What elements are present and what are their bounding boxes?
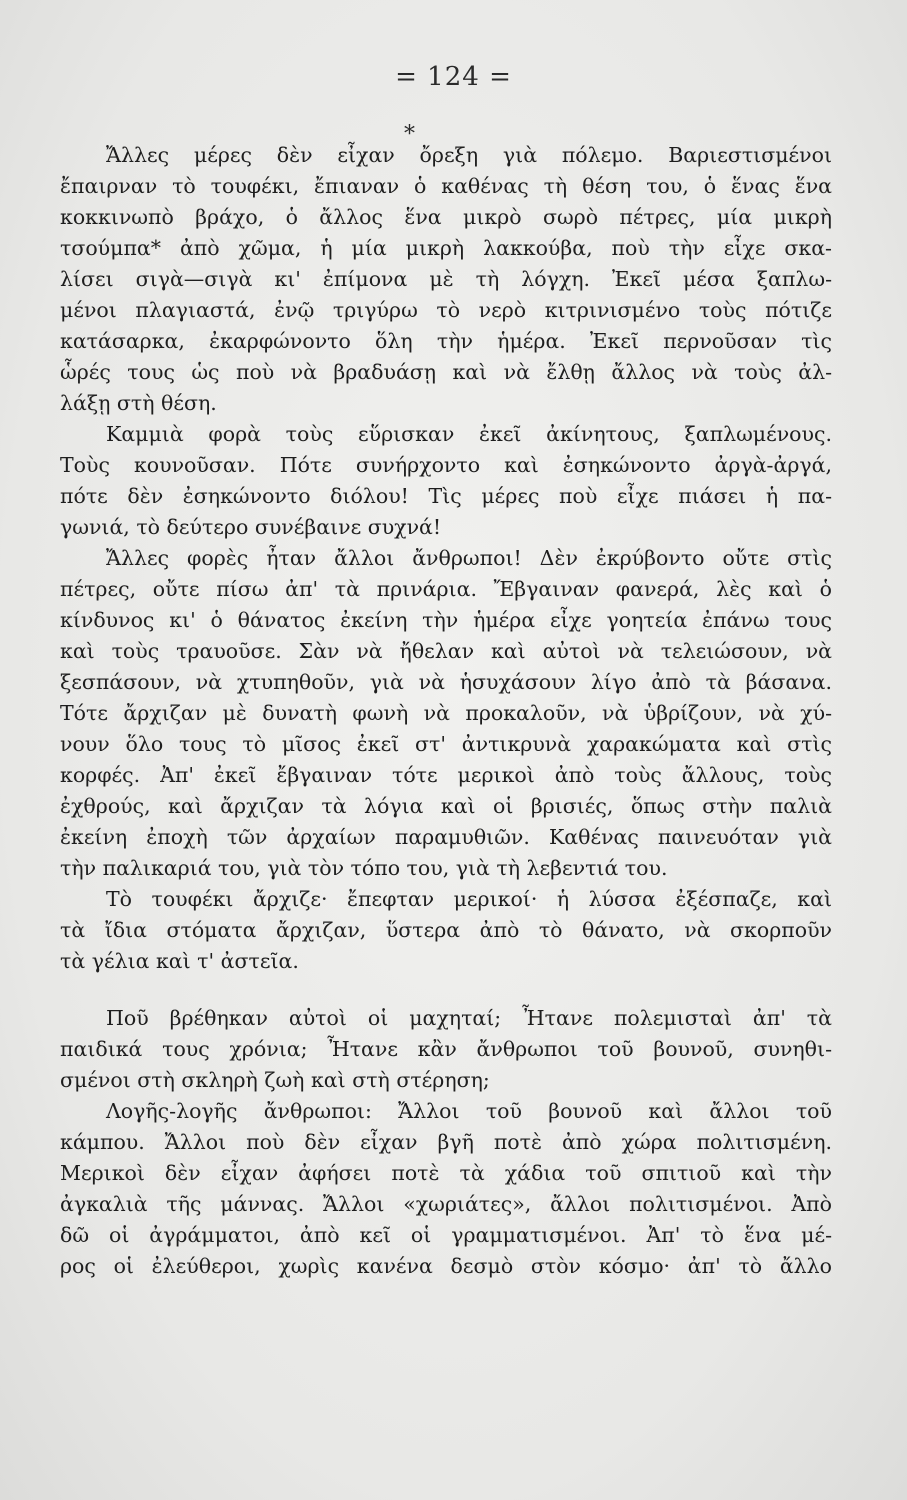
text-line: δῶ οἱ ἀγράμματοι, ἀπὸ κεῖ οἱ γραμματισμένοι. Ἀπ' τὸ ἕνα μέ- bbox=[60, 1223, 832, 1247]
text-line: Μερικοὶ δὲν εἶχαν ἀφήσει ποτὲ τὰ χάδια τοῦ σπιτιοῦ καὶ τὴν bbox=[60, 1161, 832, 1185]
text-line: κορφές. Ἀπ' ἐκεῖ ἔβγαιναν τότε μερικοὶ ἀπὸ τοὺς ἄλλους, τοὺς bbox=[60, 763, 832, 787]
text-line: Τοὺς κουνοῦσαν. Πότε συνήρχοντο καὶ ἐσηκώνοντο ἀργὰ-ἀργά, bbox=[60, 453, 832, 477]
text-line: Ἄλλες μέρες δὲν εἶχαν ὄρεξη γιὰ πόλεμο. Βαριεστισμένοι bbox=[106, 143, 832, 167]
text-line: ἐκείνη ἐποχὴ τῶν ἀρχαίων παραμυθιῶν. Καθένας παινευόταν γιὰ bbox=[60, 825, 832, 849]
text-line: κάμπου. Ἄλλοι ποὺ δὲν εἶχαν βγῆ ποτὲ ἀπὸ χώρα πολιτισμένη. bbox=[60, 1130, 832, 1154]
text-line: γωνιά, τὸ δεύτερο συνέβαινε συχνά! bbox=[60, 515, 442, 539]
text-line: παιδικά τους χρόνια; Ἦτανε κἂν ἄνθρωποι τοῦ βουνοῦ, συνηθι- bbox=[60, 1037, 832, 1061]
text-line: λάξῃ στὴ θέση. bbox=[60, 391, 217, 415]
text-line: τὰ ἴδια στόματα ἄρχιζαν, ὕστερα ἀπὸ τὸ θάνατο, νὰ σκορποῦν bbox=[60, 918, 832, 942]
text-line: Ποῦ βρέθηκαν αὐτοὶ οἱ μαχηταί; Ἦτανε πολεμισταὶ ἀπ' τὰ bbox=[106, 1006, 832, 1030]
text-line: Τὸ τουφέκι ἄρχιζε· ἔπεφταν μερικοί· ἡ λύσσα ἐξέσπαζε, καὶ bbox=[106, 887, 832, 911]
text-line: νουν ὅλο τους τὸ μῖσος ἐκεῖ στ' ἀντικρυνὰ χαρακώματα καὶ στὶς bbox=[60, 732, 832, 756]
text-line: κίνδυνος κι' ὁ θάνατος ἐκείνη τὴν ἡμέρα εἶχε γοητεία ἐπάνω τους bbox=[60, 608, 832, 632]
text-line: Λογῆς-λογῆς ἄνθρωποι: Ἄλλοι τοῦ βουνοῦ καὶ ἄλλοι τοῦ bbox=[106, 1099, 832, 1123]
text-line: ὧρές τους ὡς ποὺ νὰ βραδυάσῃ καὶ νὰ ἔλθῃ ἄλλος νὰ τοὺς ἀλ- bbox=[60, 360, 832, 384]
text-line: ἐχθρούς, καὶ ἄρχιζαν τὰ λόγια καὶ οἱ βρισιές, ὅπως στὴν παλιὰ bbox=[60, 794, 832, 818]
text-line: τὴν παλικαριά του, γιὰ τὸν τόπο του, γιὰ τὴ λεβεντιά του. bbox=[60, 856, 668, 880]
body-text bbox=[60, 140, 832, 1282]
section-gap bbox=[60, 977, 832, 1003]
text-line: ἀγκαλιὰ τῆς μάννας. Ἄλλοι «χωριάτες», ἄλλοι πολιτισμένοι. Ἀπὸ bbox=[60, 1192, 832, 1216]
text-line: πέτρες, οὔτε πίσω ἀπ' τὰ πρινάρια. Ἔβγαιναν φανερά, λὲς καὶ ὁ bbox=[60, 577, 832, 601]
text-section-1 bbox=[60, 140, 832, 977]
text-line: Καμμιὰ φορὰ τοὺς εὕρισκαν ἐκεῖ ἀκίνητους, ξαπλωμένους. bbox=[106, 422, 832, 446]
text-line: καὶ τοὺς τραυοῦσε. Σὰν νὰ ἤθελαν καὶ αὐτοὶ νὰ τελειώσουν, νὰ bbox=[60, 639, 832, 663]
text-line: ρος οἱ ἐλεύθεροι, χωρὶς κανένα δεσμὸ στὸν κόσμο· ἀπ' τὸ ἄλλο bbox=[60, 1254, 832, 1278]
text-line: τσούμπα* ἀπὸ χῶμα, ἡ μία μικρὴ λακκούβα, ποὺ τὴν εἶχε σκα- bbox=[60, 236, 832, 260]
text-line: πότε δὲν ἐσηκώνοντο διόλου! Τὶς μέρες ποὺ εἶχε πιάσει ἡ πα- bbox=[60, 484, 832, 508]
text-line: σμένοι στὴ σκληρὴ ζωὴ καὶ στὴ στέρηση; bbox=[60, 1068, 490, 1092]
text-line: ἔπαιρναν τὸ τουφέκι, ἔπιαναν ὁ καθένας τὴ θέση του, ὁ ἕνας ἕνα bbox=[60, 174, 832, 198]
text-line: ξεσπάσουν, νὰ χτυπηθοῦν, γιὰ νὰ ἡσυχάσουν λίγο ἀπὸ τὰ βάσανα. bbox=[60, 670, 832, 694]
text-line: κατάσαρκα, ἐκαρφώνοντο ὅλη τὴν ἡμέρα. Ἐκεῖ περνοῦσαν τὶς bbox=[60, 329, 832, 353]
text-line: Ἄλλες φορὲς ἦταν ἄλλοι ἄνθρωποι! Δὲν ἐκρύβοντο οὔτε στὶς bbox=[106, 546, 832, 570]
text-line: λίσει σιγὰ—σιγὰ κι' ἐπίμονα μὲ τὴ λόγχη. Ἐκεῖ μέσα ξαπλω- bbox=[60, 267, 832, 291]
text-section-2 bbox=[60, 1003, 832, 1282]
text-line: κοκκινωπὸ βράχο, ὁ ἄλλος ἕνα μικρὸ σωρὸ πέτρες, μία μικρὴ bbox=[60, 205, 832, 229]
page-number: = 124 = bbox=[395, 62, 512, 92]
text-line: τὰ γέλια καὶ τ' ἀστεῖα. bbox=[60, 949, 299, 973]
text-line: μένοι πλαγιαστά, ἐνῷ τριγύρω τὸ νερὸ κιτρινισμένο τοὺς πότιζε bbox=[60, 298, 832, 322]
section-separator: * bbox=[404, 122, 415, 147]
text-line: Τότε ἄρχιζαν μὲ δυνατὴ φωνὴ νὰ προκαλοῦν, νὰ ὑβρίζουν, νὰ χύ- bbox=[60, 701, 832, 725]
